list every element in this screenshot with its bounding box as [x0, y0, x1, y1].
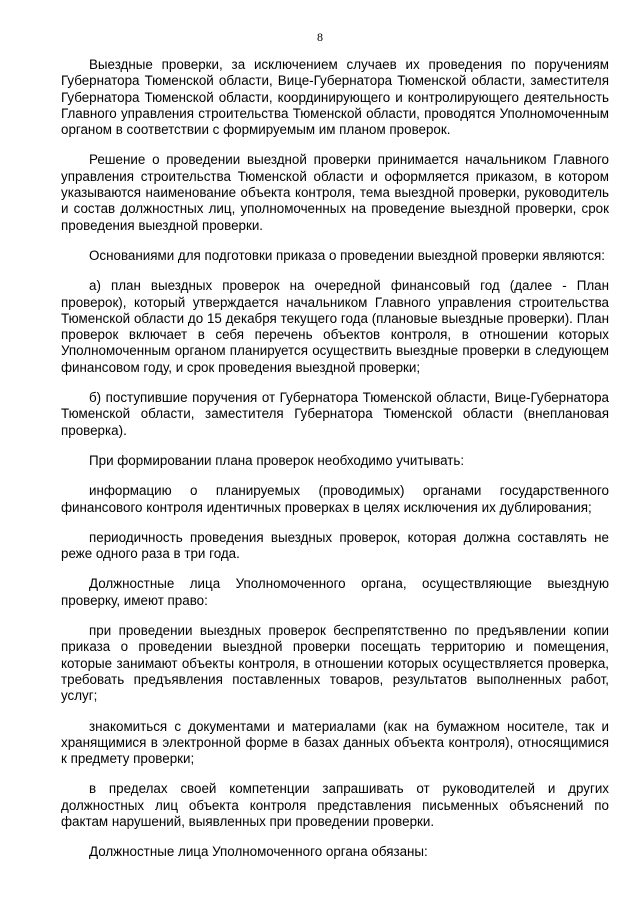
paragraph-inspection-decision: Решение о проведении выездной проверки принимается начальником Главного управления строительства Тюменской области и оформляется приказом, в котором указываются наименование объекта контроля, тема выездной проверки, руководитель и состав должностных лиц, уполномоченных на проведение выездной проверки, срок проведения выездной проверки.: [61, 152, 609, 233]
paragraph-item-a-inspection-plan: а) план выездных проверок на очередной финансовый год (далее - План проверок), который утверждается начальником Главного управления строительства Тюменской области до 15 декабря текущего года (плановые выездные проверки). План проверок включает в себя перечень объектов контроля, в отношении которых Уполномоченным органом планируется осуществить выездные проверки в следующем финансовом году, и срок проведения выездной проверки;: [61, 278, 609, 375]
paragraph-field-inspections-plan: Выездные проверки, за исключением случаев их проведения по поручениям Губернатора Тюменской области, Вице-Губернатора Тюменской области, заместителя Губернатора Тюменской области, координирующего и контролирующего деятельность Главного управления строительства Тюменской области, проводятся Уполномоченным органом в соответствии с формируемым им планом проверок.: [61, 57, 609, 138]
paragraph-plan-considerations: При формировании плана проверок необходимо учитывать:: [89, 452, 465, 468]
document-body: [61, 57, 609, 875]
paragraph-right-visit-premises: при проведении выездных проверок беспрепятственно по предъявлении копии приказа о проведении выездной проверки посещать территорию и помещения, которые занимают объекты контроля, в отношении которых осуществляется проверка, требовать предъявления поставленных товаров, результатов выполненных работ, услуг;: [61, 623, 609, 704]
paragraph-periodicity: периодичность проведения выездных проверок, которая должна составлять не реже одного раза в три года.: [61, 529, 609, 562]
paragraph-identical-inspections: информацию о планируемых (проводимых) органами государственного финансового контроля идентичных проверках в целях исключения их дублирования;: [61, 483, 609, 515]
page-number: 8: [317, 30, 323, 44]
paragraph-order-grounds: Основаниями для подготовки приказа о проведении выездной проверки являются:: [89, 247, 605, 263]
paragraph-item-b-instructions: б) поступившие поручения от Губернатора Тюменской области, Вице-Губернатора Тюменской области, заместителя Губернатора Тюменской области (внеплановая проверка).: [61, 390, 609, 438]
paragraph-right-review-documents: знакомиться с документами и материалами (как на бумажном носителе, так и хранящимися в электронной форме в базах данных объекта контроля), относящимися к предмету проверки;: [61, 718, 609, 767]
paragraph-officials-duties: Должностные лица Уполномоченного органа обязаны:: [89, 844, 428, 860]
paragraph-officials-rights: Должностные лица Уполномоченного органа, осуществляющие выездную проверку, имеют право:: [61, 576, 609, 608]
paragraph-right-request-explanations: в пределах своей компетенции запрашивать от руководителей и других должностных лиц объекта контроля представления письменных объяснений по фактам нарушений, выявленных при проведении проверки.: [61, 781, 609, 829]
